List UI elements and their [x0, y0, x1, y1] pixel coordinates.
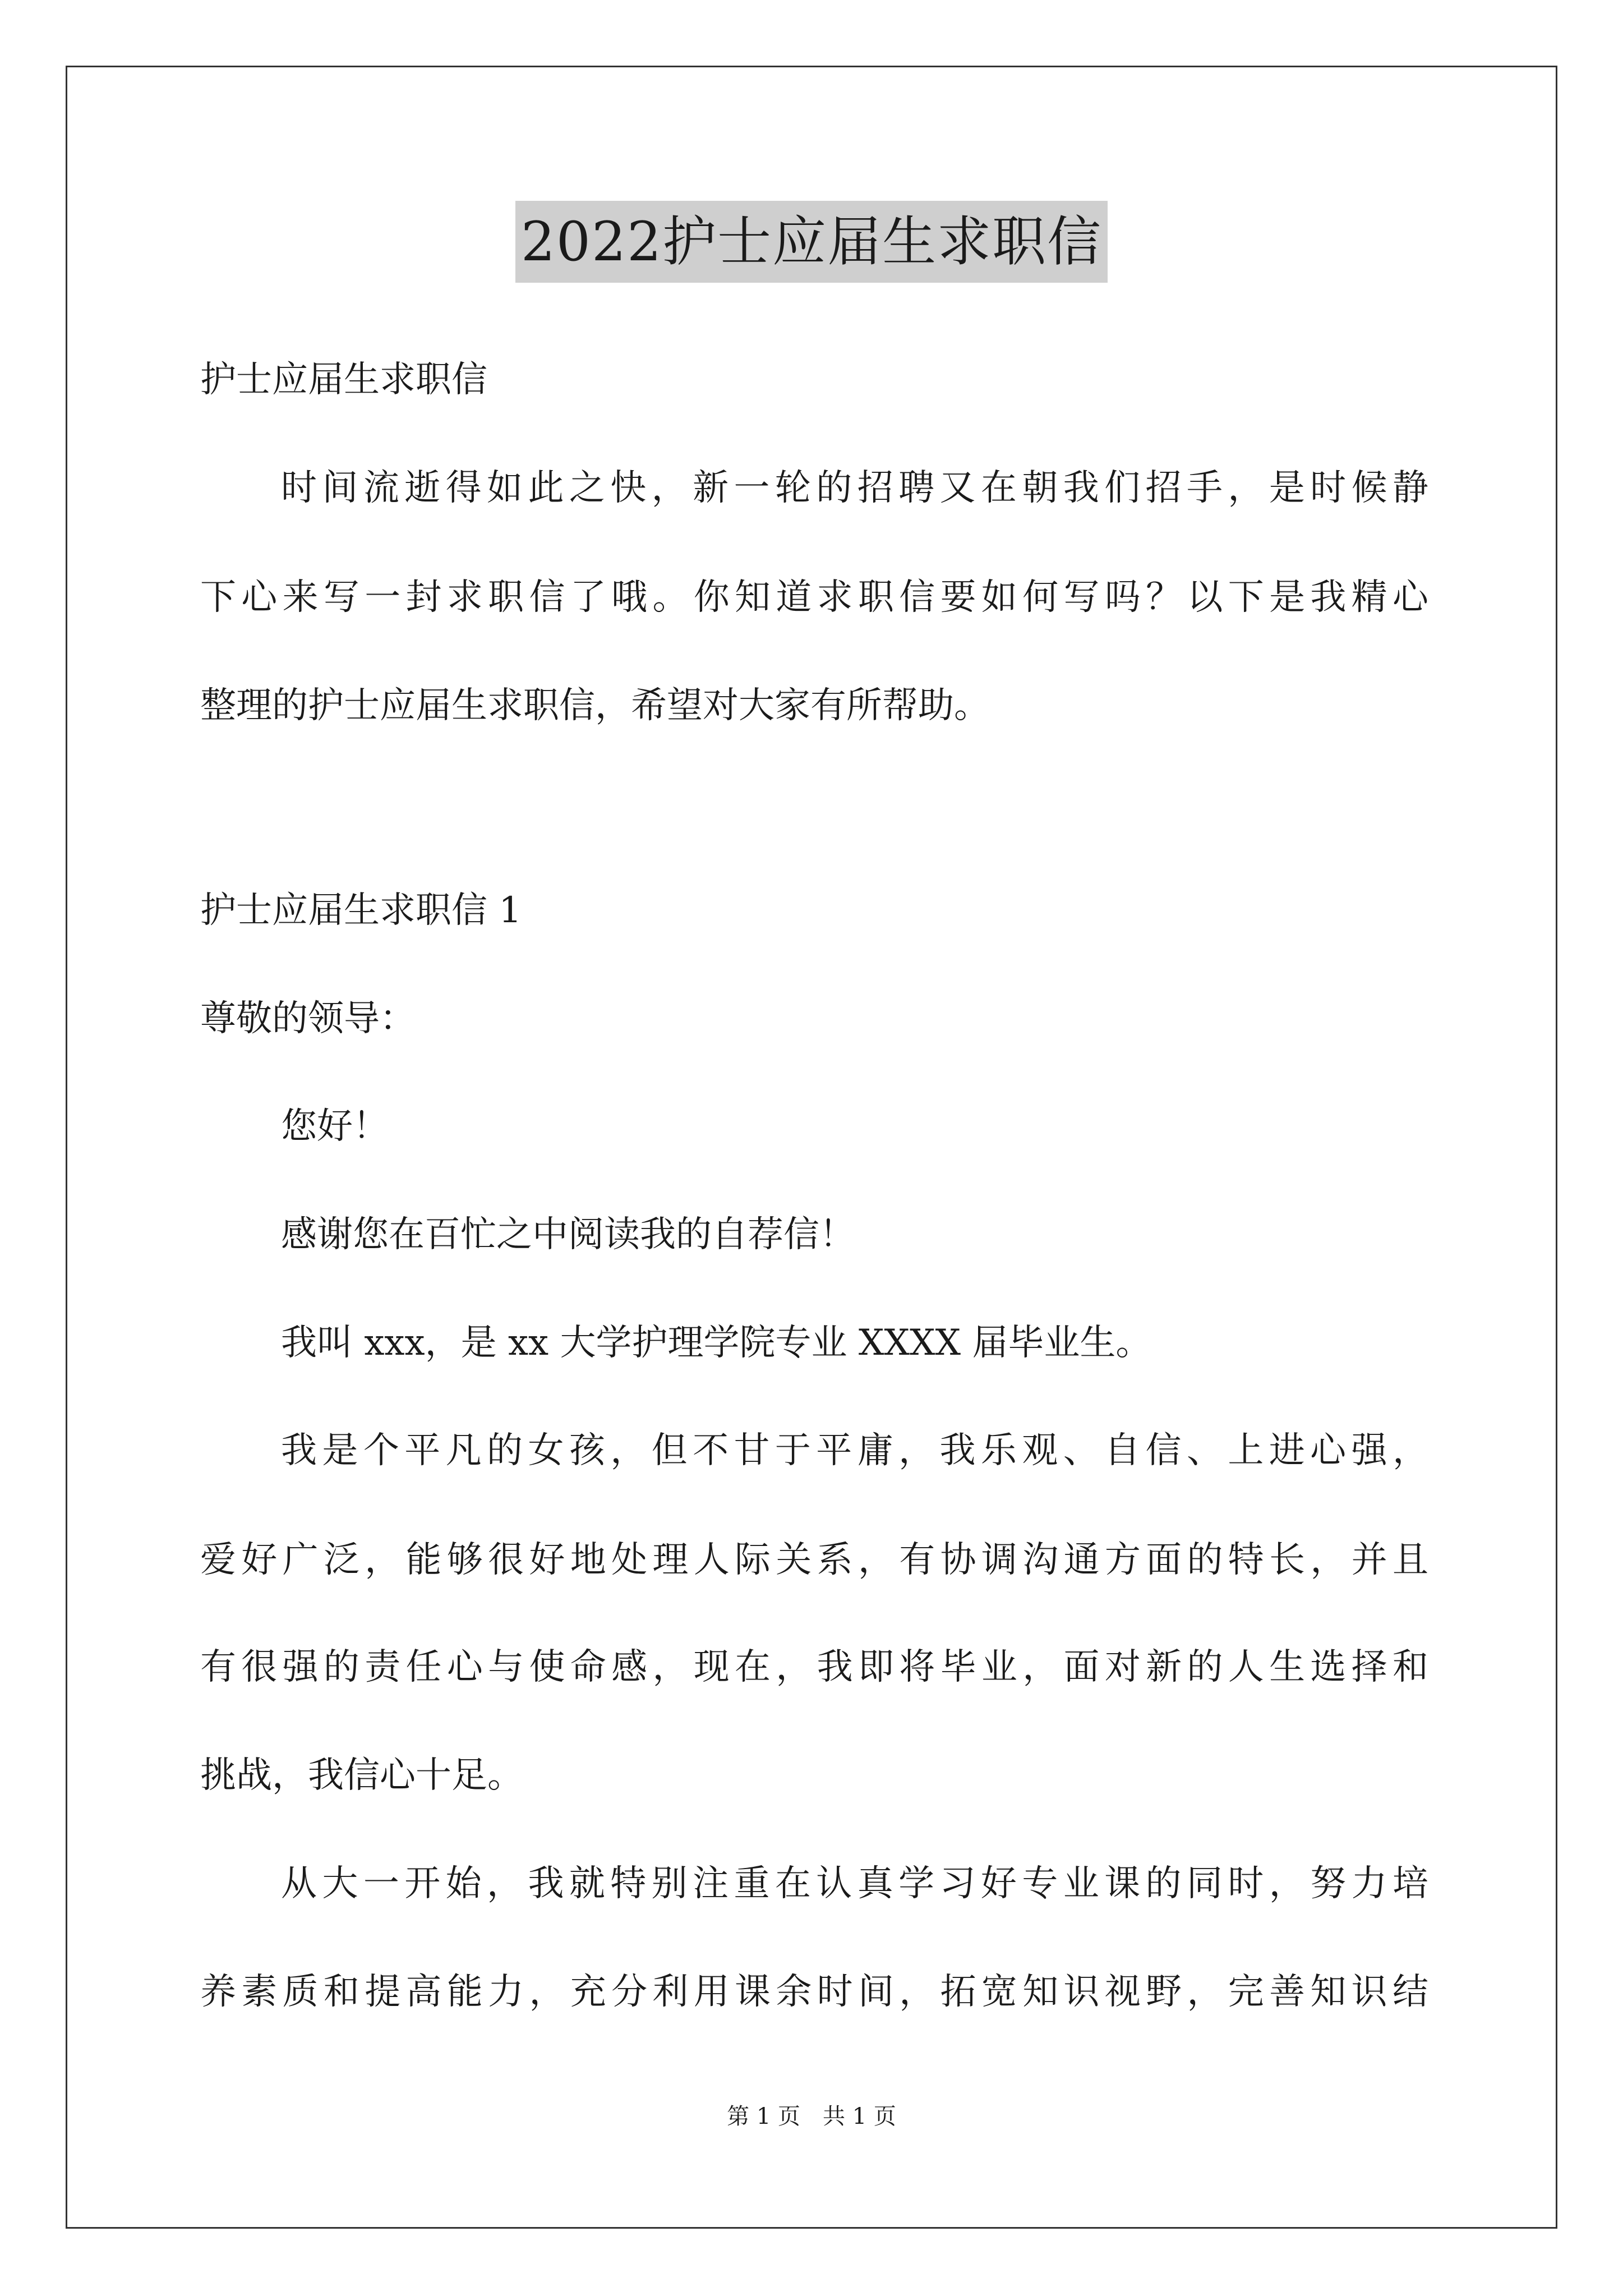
paragraph-1-line-1: 我是个平凡的女孩，但不甘于平庸，我乐观、自信、上进心强，: [281, 1430, 1428, 1471]
intro-line-1: 时间流逝得如此之快，新一轮的招聘又在朝我们招手，是时候静: [281, 467, 1428, 509]
intro-name-line: 我叫 xxx，是 xx 大学护理学院专业 XXXX 届毕业生。: [281, 1322, 1152, 1364]
title-container: [0, 201, 1623, 283]
page-footer: 第 1 页 共 1 页: [727, 2104, 896, 2129]
paragraph-1-line-2: 爱好广泛，能够很好地处理人际关系，有协调沟通方面的特长，并且: [200, 1539, 1428, 1581]
paragraph-2-line-2: 养素质和提高能力，充分利用课余时间，拓宽知识视野，完善知识结: [200, 1971, 1428, 2013]
subtitle-line: 护士应届生求职信: [200, 359, 487, 401]
document-title: 2022护士应届生求职信: [515, 201, 1108, 283]
paragraph-1-line-3: 有很强的责任心与使命感，现在，我即将毕业，面对新的人生选择和: [200, 1646, 1428, 1688]
letter-heading: 护士应届生求职信 1: [200, 890, 522, 931]
paragraph-1-line-4: 挑战，我信心十足。: [200, 1755, 523, 1796]
paragraph-2-line-1: 从大一开始，我就特别注重在认真学习好专业课的同时，努力培: [281, 1863, 1428, 1904]
intro-line-3: 整理的护士应届生求职信，希望对大家有所帮助。: [200, 685, 990, 726]
intro-line-2: 下心来写一封求职信了哦。你知道求职信要如何写吗？以下是我精心: [200, 577, 1428, 618]
salutation: 尊敬的领导：: [200, 998, 416, 1039]
greeting: 您好！: [281, 1106, 389, 1147]
thanks-line: 感谢您在百忙之中阅读我的自荐信！: [281, 1214, 855, 1255]
